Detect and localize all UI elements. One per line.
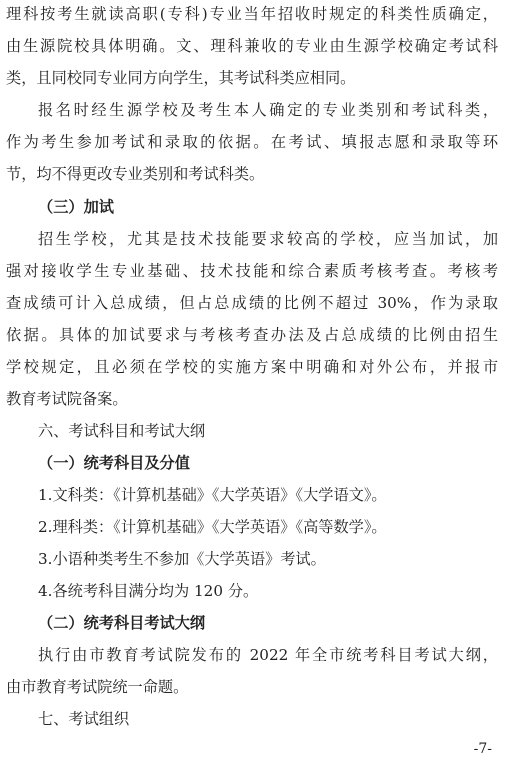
paragraph-line: 执行由市教育考试院发布的 2022 年全市统考科目考试大纲， [38, 646, 498, 664]
paragraph-line: 作为考生参加考试和录取的依据。在考试、填报志愿和录取等环 [6, 133, 498, 151]
page-number: -7- [473, 741, 492, 757]
paragraph-line: 由生源院校具体明确。文、理科兼收的专业由生源学校确定考试科 [6, 37, 498, 55]
paragraph-line: 报名时经生源学校及考生本人确定的专业类别和考试科类， [38, 101, 498, 119]
section-heading: （一）统考科目及分值 [38, 454, 190, 472]
section-heading: （二）统考科目考试大纲 [38, 614, 206, 632]
list-item: 3.小语种类考生不参加《大学英语》考试。 [38, 550, 326, 568]
paragraph-line: 理科按考生就读高职(专科)专业当年招收时规定的科类性质确定， [6, 5, 498, 23]
paragraph-line: 由市教育考试院统一命题。 [6, 678, 189, 696]
paragraph-line: 学校规定，且必须在学校的实施方案中明确和对外公布，并报市 [6, 358, 498, 376]
paragraph-line: 节，均不得更改专业类别和考试科类。 [6, 165, 265, 183]
list-item: 4.各统考科目满分均为 120 分。 [38, 582, 259, 600]
paragraph-line: 查成绩可计入总成绩，但占总成绩的比例不超过 30%，作为录取 [6, 294, 498, 312]
paragraph-line: 招生学校，尤其是技术技能要求较高的学校，应当加试，加 [38, 230, 498, 248]
paragraph-line: 类，且同校同专业同方向学生，其考试科类应相同。 [6, 69, 356, 87]
section-heading: （三）加试 [38, 198, 114, 216]
list-item: 1.文科类：《计算机基础》《大学英语》《大学语文》。 [38, 486, 387, 504]
paragraph-line: 教育考试院备案。 [6, 390, 128, 408]
paragraph-line: 依据。具体的加试要求与考核考查办法及占总成绩的比例由招生 [6, 326, 498, 344]
paragraph-line: 强对接收学生专业基础、技术技能和综合素质考核考查。考核考 [6, 262, 498, 280]
list-item: 2.理科类：《计算机基础》《大学英语》《高等数学》。 [38, 518, 387, 536]
chapter-heading: 七、考试组织 [38, 710, 130, 728]
chapter-heading: 六、考试科目和考试大纲 [38, 422, 206, 440]
